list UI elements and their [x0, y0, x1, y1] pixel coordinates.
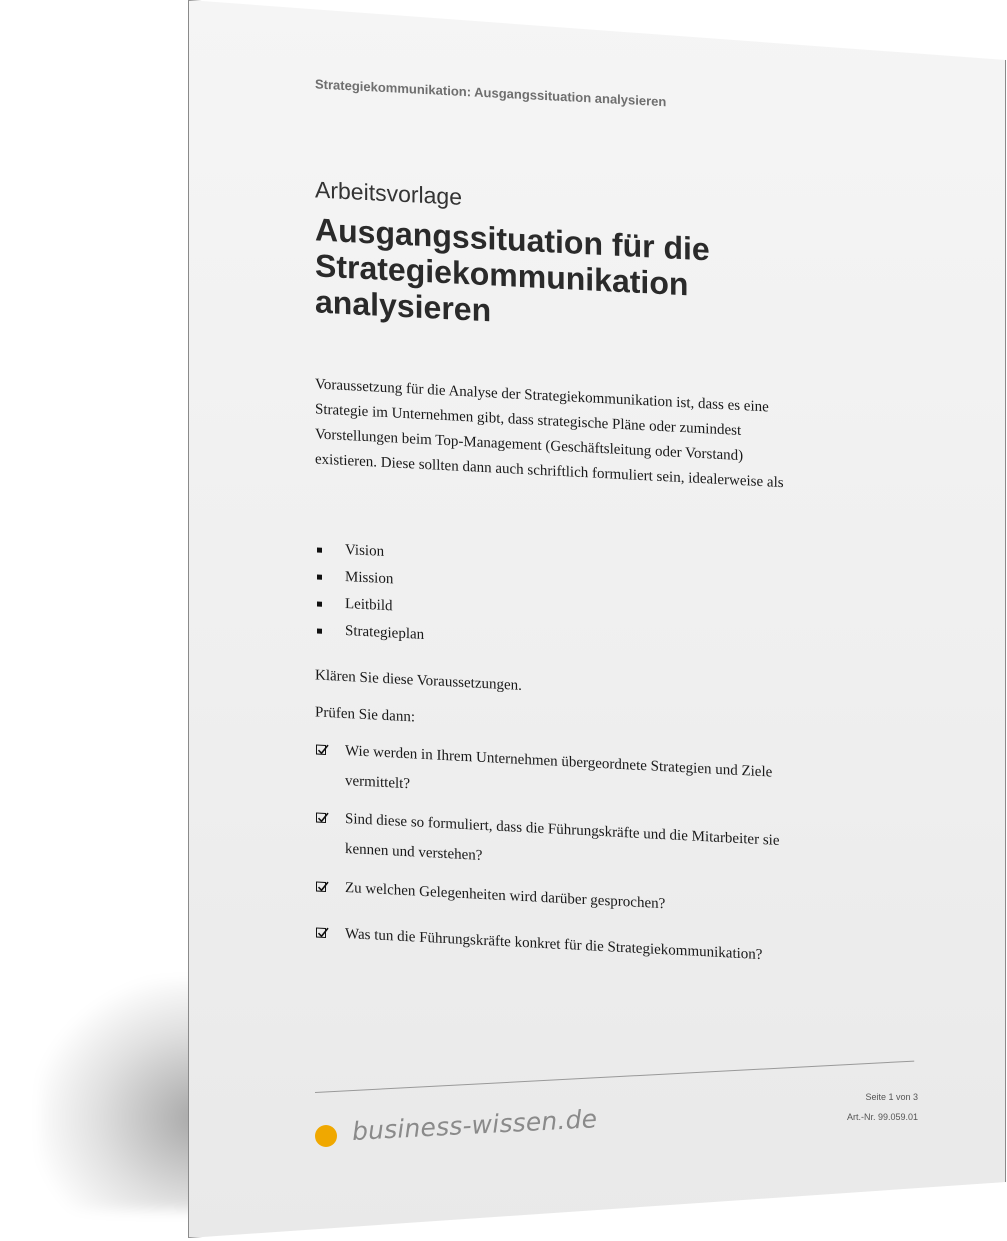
bullet-text: Strategieplan: [345, 622, 425, 643]
checkbox-checked-icon: [316, 927, 326, 938]
checklist-text: Sind diese so formuliert, dass die Führungskräfte und die Mitarbeiter sie kennen und verstehen?: [345, 810, 780, 864]
logo-dot-icon: [315, 1125, 337, 1147]
checklist-text: Wie werden in Ihrem Unternehmen übergeordnete Strategien und Ziele vermittelt?: [345, 742, 773, 793]
checkbox-checked-icon: [316, 744, 326, 755]
document-kicker: Arbeitsvorlage: [315, 176, 463, 210]
check-intro-text: Prüfen Sie dann:: [315, 704, 415, 726]
bullet-text: Vision: [345, 541, 385, 560]
checklist-item: [315, 924, 795, 964]
clarify-text: Klären Sie diese Voraussetzungen.: [315, 667, 522, 694]
intro-paragraph: Voraussetzung für die Analyse der Strategiekommunikation ist, dass es eine Strategie im Unternehmen gibt, dass strategische Pläne oder zumindest Vorstellungen beim Top-Management (Geschäftsleitung oder Vorstand) existieren. Diese sollten dann auch schriftlich formuliert sein, idealerweise als: [315, 376, 784, 492]
square-bullet-icon: [317, 548, 322, 553]
checklist-text: Was tun die Führungskräfte konkret für die Strategiekommunikation?: [345, 925, 763, 964]
bullet-text: Mission: [345, 568, 394, 588]
logo-wordmark: business-wissen.de: [351, 1104, 598, 1146]
article-number: Art.-Nr. 99.059.01: [846, 1112, 918, 1122]
checklist-text: Zu welchen Gelegenheiten wird darüber gesprochen?: [345, 879, 666, 913]
document-title: Ausgangssituation für die Strategiekommunikation analysieren: [315, 211, 710, 329]
checkbox-checked-icon: [316, 812, 326, 823]
running-header: Strategiekommunikation: Ausgangssituation analysieren: [315, 76, 667, 110]
square-bullet-icon: [317, 629, 322, 634]
square-bullet-icon: [317, 602, 322, 607]
page-number: Seite 1 von 3: [865, 1092, 918, 1102]
bullet-text: Leitbild: [345, 595, 393, 615]
checkbox-checked-icon: [316, 881, 326, 892]
checklist-item: [315, 741, 795, 793]
square-bullet-icon: [317, 575, 322, 580]
